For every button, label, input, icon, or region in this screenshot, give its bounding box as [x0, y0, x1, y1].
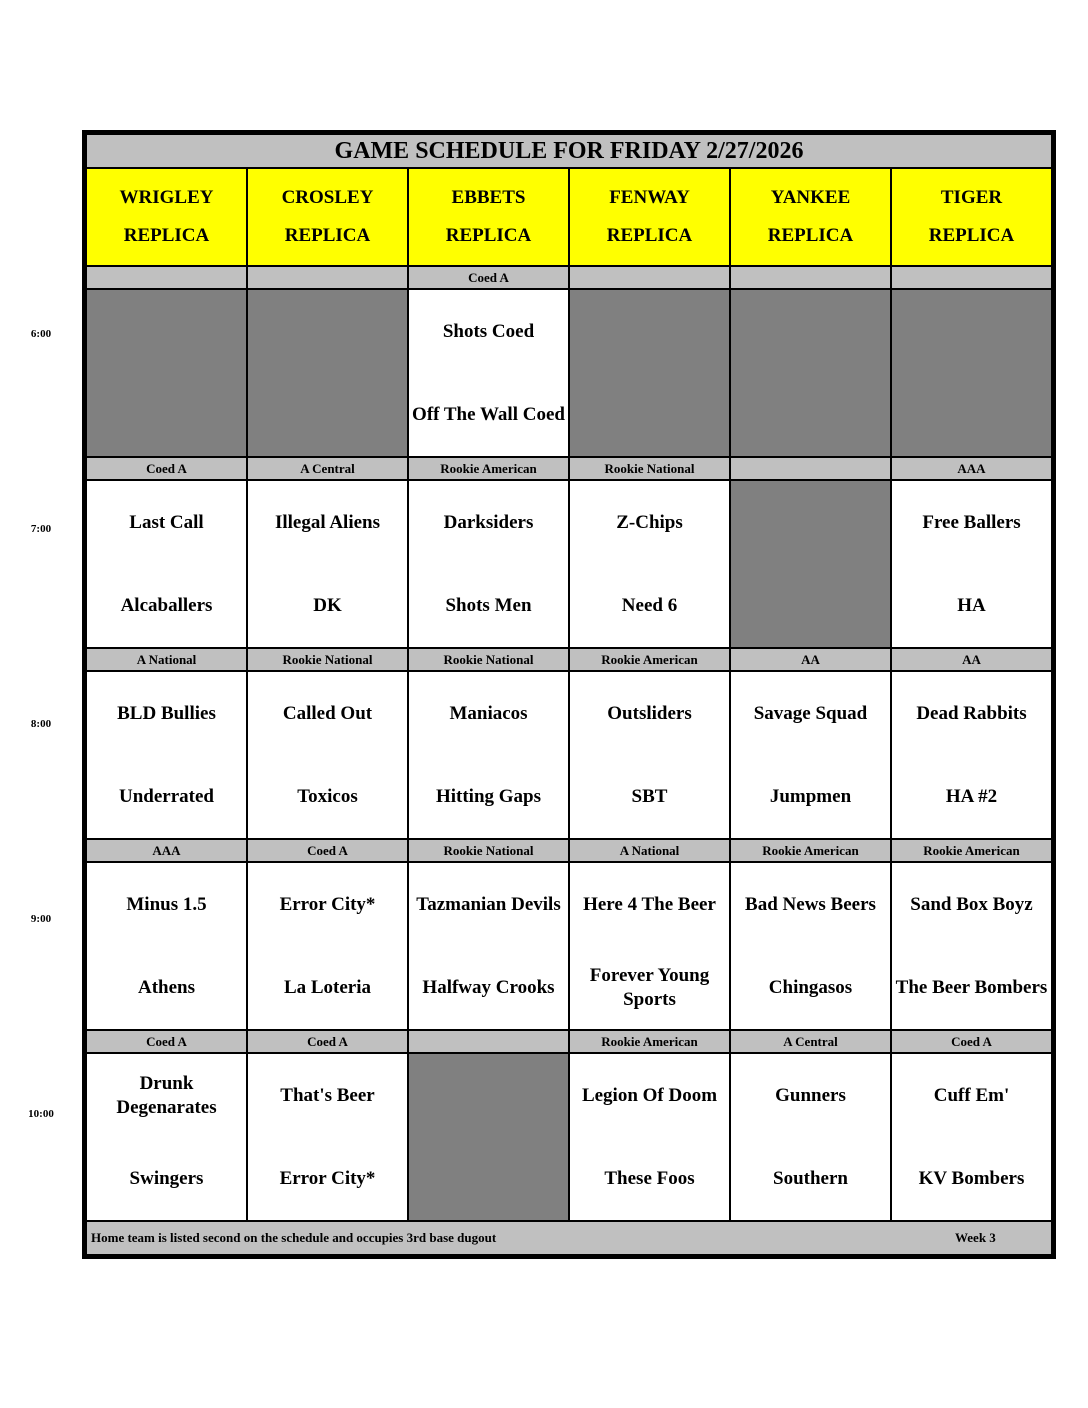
game-cell [569, 862, 730, 1030]
away-team: Last Call [129, 511, 204, 533]
game-cell [891, 671, 1052, 839]
division-label: Coed A [247, 1030, 408, 1053]
division-label: Rookie National [569, 457, 730, 480]
field-header-2 [408, 168, 569, 266]
empty-slot [730, 480, 891, 648]
field-subtitle: REPLICA [123, 225, 210, 246]
division-label [730, 266, 891, 289]
home-team: Jumpmen [769, 785, 852, 807]
home-team: Off The Wall Coed [412, 403, 565, 425]
game-cell [247, 671, 408, 839]
division-label: AA [730, 648, 891, 671]
division-label: A National [86, 648, 247, 671]
home-team: La Loteria [283, 976, 372, 998]
home-team: Need 6 [621, 594, 678, 616]
division-label: AA [891, 648, 1052, 671]
field-header-0 [86, 168, 247, 266]
division-label: A National [569, 839, 730, 862]
field-subtitle: REPLICA [284, 225, 371, 246]
division-label: Rookie National [408, 648, 569, 671]
footer-cell [86, 1221, 1052, 1255]
away-team: Minus 1.5 [126, 893, 207, 915]
game-cell [730, 862, 891, 1030]
home-team: Hitting Gaps [435, 785, 542, 807]
away-team: Sand Box Boyz [910, 893, 1033, 915]
empty-slot [86, 289, 247, 457]
empty-slot [569, 289, 730, 457]
away-team: Dead Rabbits [916, 702, 1027, 724]
schedule-sheet [82, 130, 1056, 1259]
division-label: Coed A [247, 839, 408, 862]
empty-slot [730, 289, 891, 457]
game-row [86, 862, 1052, 1030]
division-row [86, 266, 1052, 289]
field-name: WRIGLEY [119, 187, 214, 208]
game-cell [86, 862, 247, 1030]
home-team: Swingers [129, 1167, 204, 1189]
home-team: Forever Young Sports [589, 964, 710, 1010]
away-team: Called Out [282, 702, 373, 724]
division-row [86, 839, 1052, 862]
footer-note: Home team is listed second on the schedule and occupies 3rd base dugout [91, 1230, 497, 1245]
game-cell [408, 671, 569, 839]
division-label [86, 266, 247, 289]
field-subtitle: REPLICA [606, 225, 693, 246]
game-cell [408, 862, 569, 1030]
empty-slot [891, 289, 1052, 457]
division-label: Rookie American [569, 1030, 730, 1053]
home-team: Shots Men [445, 594, 532, 616]
home-team: HA [957, 594, 986, 616]
away-team: Drunk Degenarates [116, 1072, 217, 1118]
away-team: Darksiders [443, 511, 534, 533]
footer-row [86, 1221, 1052, 1255]
away-team: Illegal Aliens [274, 511, 381, 533]
away-team: Savage Squad [753, 702, 868, 724]
away-team: Shots Coed [442, 320, 535, 342]
division-label: A Central [247, 457, 408, 480]
division-label: Rookie American [730, 839, 891, 862]
home-team: Athens [137, 976, 195, 998]
game-cell [569, 1053, 730, 1221]
field-name: CROSLEY [281, 187, 374, 208]
away-team: That's Beer [280, 1084, 375, 1106]
home-team: These Foos [604, 1167, 695, 1189]
game-cell [247, 1053, 408, 1221]
division-label [891, 266, 1052, 289]
home-team: Toxicos [297, 785, 358, 807]
division-row [86, 648, 1052, 671]
away-team: BLD Bullies [117, 702, 216, 724]
division-row [86, 1030, 1052, 1053]
field-name: YANKEE [770, 187, 851, 208]
division-label: Coed A [86, 457, 247, 480]
division-label: AAA [86, 839, 247, 862]
week-label: Week 3 [955, 1230, 996, 1245]
empty-slot [247, 289, 408, 457]
time-label: 7:00 [30, 523, 52, 535]
game-cell [408, 480, 569, 648]
away-team: Maniacos [449, 702, 528, 724]
game-cell [408, 289, 569, 457]
division-label [247, 266, 408, 289]
field-header-5 [891, 168, 1052, 266]
game-cell [86, 671, 247, 839]
away-team: Here 4 The Beer [583, 893, 716, 915]
game-cell [569, 480, 730, 648]
time-label: 8:00 [30, 718, 52, 730]
home-team: KV Bombers [918, 1167, 1025, 1189]
division-label [569, 266, 730, 289]
division-label [408, 1030, 569, 1053]
division-label: Coed A [891, 1030, 1052, 1053]
field-header-1 [247, 168, 408, 266]
game-row [86, 289, 1052, 457]
away-team: Free Ballers [922, 511, 1021, 533]
game-cell [247, 480, 408, 648]
division-label: A Central [730, 1030, 891, 1053]
field-subtitle: REPLICA [928, 225, 1015, 246]
game-cell [247, 862, 408, 1030]
time-label: 9:00 [30, 913, 52, 925]
division-label: Rookie American [408, 457, 569, 480]
home-team: Alcaballers [120, 594, 213, 616]
away-team: Z-Chips [616, 511, 683, 533]
game-row [86, 1053, 1052, 1221]
schedule-table [85, 133, 1053, 1256]
time-label: 6:00 [30, 328, 52, 340]
home-team: SBT [631, 785, 668, 807]
field-name: EBBETS [451, 187, 526, 208]
division-label [730, 457, 891, 480]
home-team: Chingasos [768, 976, 853, 998]
division-label: Coed A [86, 1030, 247, 1053]
game-cell [569, 671, 730, 839]
home-team: DK [313, 594, 342, 616]
field-subtitle: REPLICA [767, 225, 854, 246]
home-team: Halfway Crooks [422, 976, 555, 998]
game-cell [86, 480, 247, 648]
game-cell [730, 1053, 891, 1221]
away-team: Error City* [279, 893, 376, 915]
schedule-title: GAME SCHEDULE FOR FRIDAY 2/27/2026 [86, 134, 1052, 168]
division-label: Rookie National [408, 839, 569, 862]
empty-slot [408, 1053, 569, 1221]
away-team: Outsliders [607, 702, 692, 724]
home-team: The Beer Bombers [895, 976, 1048, 998]
division-label: Rookie National [247, 648, 408, 671]
field-header-3 [569, 168, 730, 266]
game-row [86, 671, 1052, 839]
game-cell [86, 1053, 247, 1221]
game-row [86, 480, 1052, 648]
away-team: Gunners [775, 1084, 846, 1106]
field-header-row [86, 168, 1052, 266]
game-cell [730, 671, 891, 839]
home-team: Error City* [279, 1167, 376, 1189]
game-cell [891, 1053, 1052, 1221]
division-label: Rookie American [891, 839, 1052, 862]
division-label: Rookie American [569, 648, 730, 671]
field-subtitle: REPLICA [445, 225, 532, 246]
field-header-4 [730, 168, 891, 266]
home-team: Southern [773, 1167, 848, 1189]
home-team: HA #2 [945, 785, 998, 807]
division-row [86, 457, 1052, 480]
field-name: TIGER [940, 187, 1003, 208]
division-label: AAA [891, 457, 1052, 480]
home-team: Underrated [119, 785, 214, 807]
division-label: Coed A [408, 266, 569, 289]
away-team: Tazmanian Devils [416, 893, 561, 915]
time-label: 10:00 [28, 1108, 54, 1120]
away-team: Bad News Beers [745, 893, 876, 915]
away-team: Cuff Em' [933, 1084, 1010, 1106]
game-cell [891, 480, 1052, 648]
away-team: Legion Of Doom [581, 1084, 718, 1106]
field-name: FENWAY [609, 187, 690, 208]
game-cell [891, 862, 1052, 1030]
